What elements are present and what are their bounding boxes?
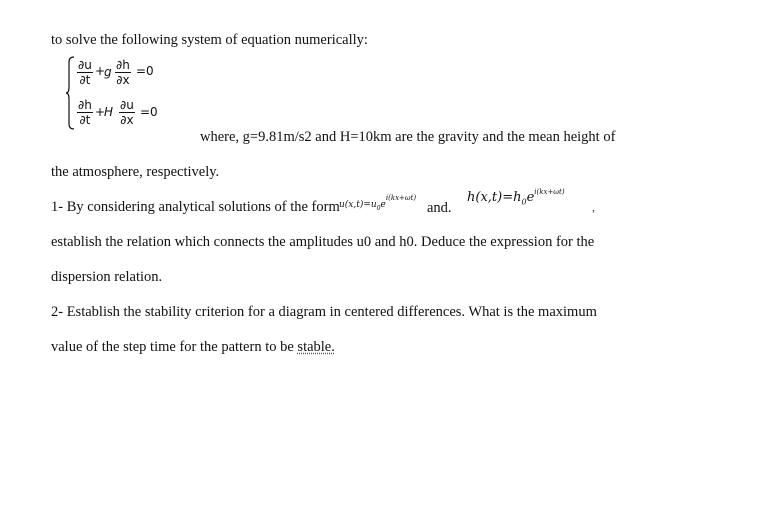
- and-text: and.: [427, 200, 452, 216]
- eq1-plus: +: [95, 64, 106, 78]
- eq2-plus: +: [95, 105, 106, 119]
- q1-line-3: dispersion relation.: [51, 269, 163, 285]
- h-formula-sub: 0: [521, 197, 527, 207]
- eq1-du-dt: [77, 59, 93, 86]
- h-solution-formula: [467, 190, 565, 207]
- eq1-denominator-1: ∂t: [79, 73, 91, 87]
- q1-line-2: establish the relation which connects the amplitudes u0 and h0. Deduce the expression for the: [51, 234, 595, 250]
- eq1-equals-zero: =0: [136, 64, 154, 78]
- intro-text: to solve the following system of equation numerically:: [51, 32, 368, 48]
- eq2-numerator-1: ∂h: [78, 98, 92, 112]
- eq2-coef-h: H: [104, 105, 114, 119]
- eq2-numerator-2: ∂u: [120, 98, 134, 112]
- q2-line-1: 2- Establish the stability criterion for a diagram in centered differences. What is the maximum: [51, 304, 597, 320]
- h-formula-base: h(x,t)=h: [467, 190, 522, 205]
- u-formula-e: e: [380, 200, 386, 210]
- eq2-du-dx: [119, 99, 135, 126]
- h-formula-exponent: i(kx+ωt): [534, 188, 565, 196]
- q2-line-2: [51, 338, 335, 356]
- where-text: where, g=9.81m/s2 and H=10km are the gravity and the mean height of: [200, 129, 616, 145]
- eq1-numerator-1: ∂u: [78, 58, 92, 72]
- eq1-denominator-2: ∂x: [116, 73, 130, 87]
- q2-stable-word: stable.: [297, 339, 335, 355]
- eq1-dh-dx: [115, 59, 131, 86]
- h-formula-e: e: [526, 190, 535, 205]
- trailing-comma: ,: [592, 200, 595, 214]
- u-formula-sub: 0: [376, 204, 381, 212]
- u-formula-exponent: i(kx+ωt): [385, 194, 417, 202]
- q1-prefix: 1- By considering analytical solutions of the form: [51, 199, 340, 215]
- eq1-numerator-2: ∂h: [116, 58, 130, 72]
- eq1-coef-g: g: [104, 65, 112, 79]
- eq2-denominator-1: ∂t: [79, 113, 91, 127]
- left-brace: [66, 56, 75, 130]
- eq2-equals-zero: =0: [140, 105, 158, 119]
- eq2-denominator-2: ∂x: [120, 113, 134, 127]
- eq2-dh-dt: [77, 99, 93, 126]
- u-formula-base: u(x,t)=u: [339, 200, 377, 210]
- q2-line-2-prefix: value of the step time for the pattern to be: [51, 339, 298, 355]
- atmosphere-text: the atmosphere, respectively.: [51, 164, 220, 180]
